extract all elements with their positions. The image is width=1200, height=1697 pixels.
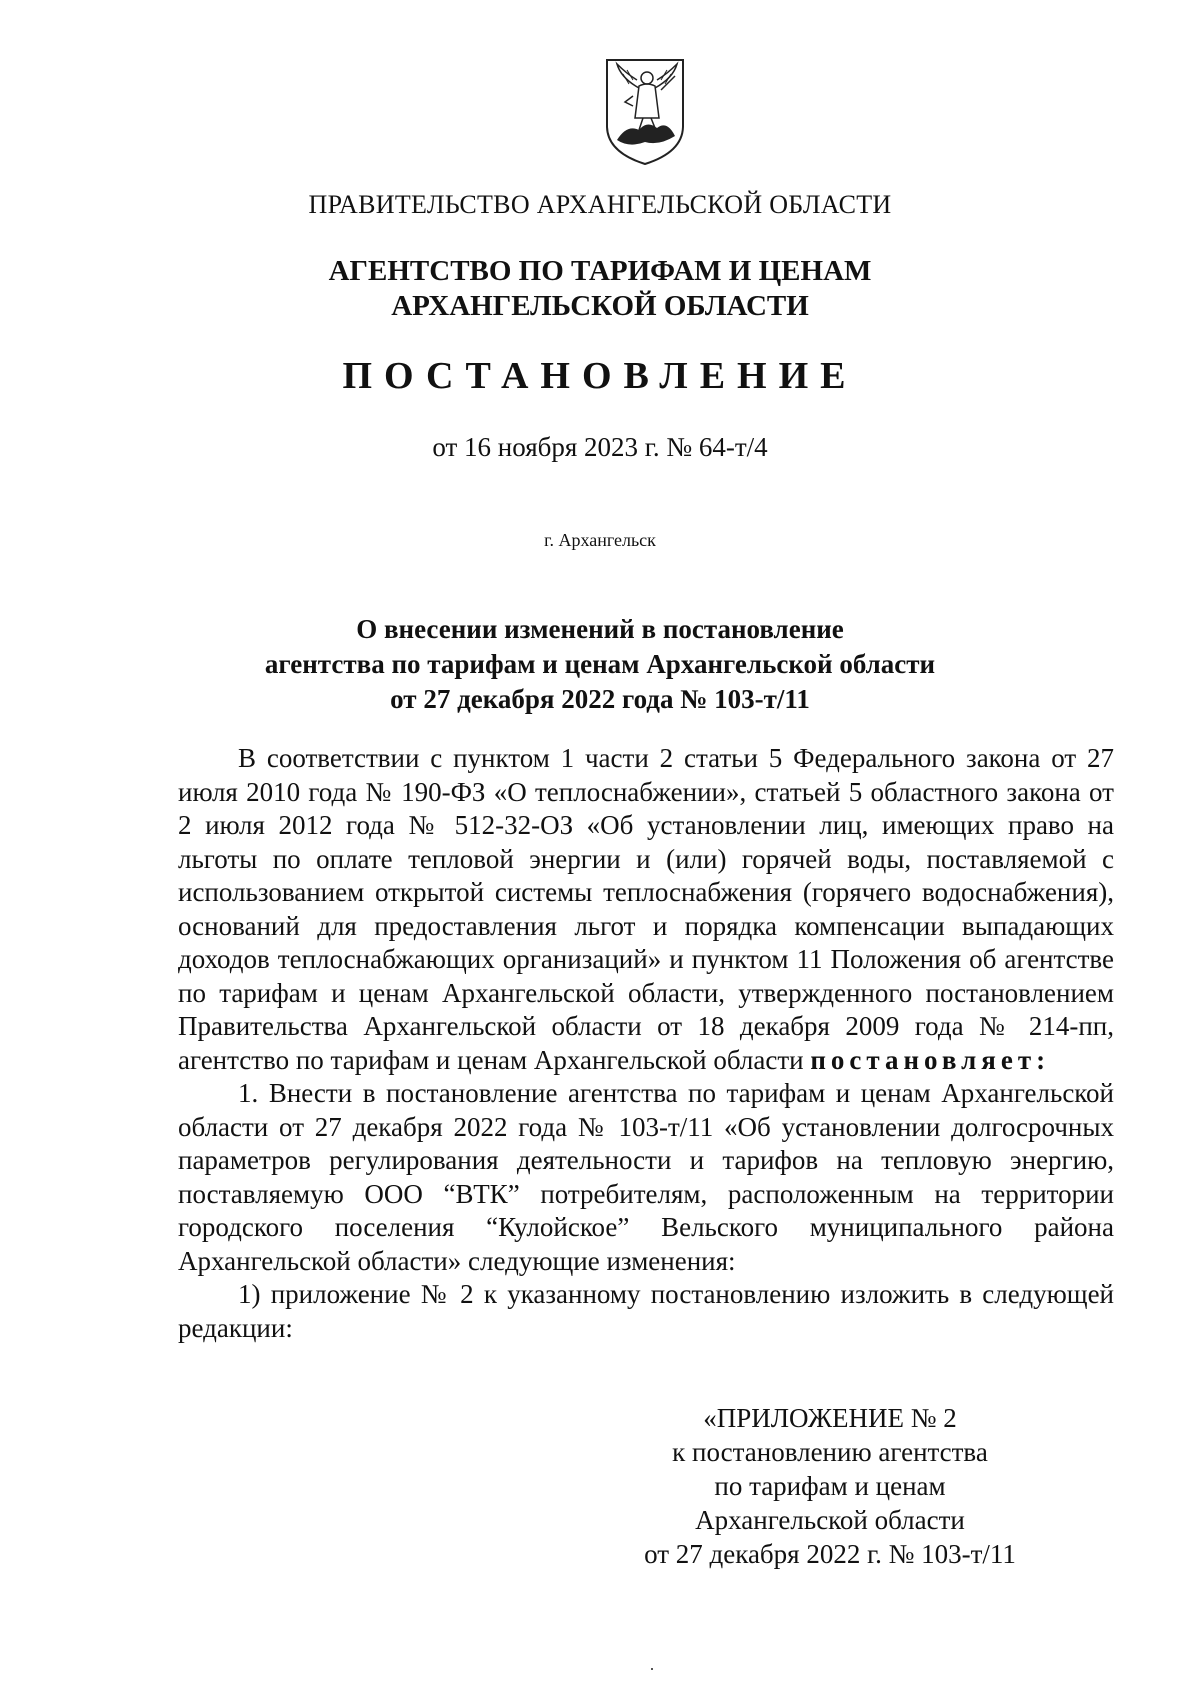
body-paragraph: 1) приложение № 2 к указанному постановлению изложить в следующей редакции: [178, 1279, 1114, 1343]
annex-line: от 27 декабря 2022 г. № 103-т/11 [644, 1539, 1016, 1569]
subject-line: О внесении изменений в постановление [356, 614, 844, 644]
document-date-number: от 16 ноября 2023 г. № 64-т/4 [432, 432, 768, 462]
agency-name-line: АГЕНТСТВО ПО ТАРИФАМ И ЦЕНАМ [328, 255, 872, 287]
scan-speck [651, 1668, 653, 1670]
agency-name [0, 254, 1200, 324]
body-paragraph: 1. Внести в постановление агентства по тарифам и ценам Архангельской области от 27 декабря 2022 года № 103-т/11 «Об установлении долгосрочных параметров регулирования деятельности и тарифов на тепловую энергию, поставляемую ООО “ВТК” потребителям, расположенным на территории городского поселения “Кулойское” Вельского муниципального района Архангельской области» следующие изменения: [178, 1078, 1114, 1276]
annex-line: «ПРИЛОЖЕНИЕ № 2 [703, 1403, 957, 1433]
decree-colon: : [1036, 1044, 1051, 1075]
document-type: ПОСТАНОВЛЕНИЕ [342, 355, 858, 397]
archangel-coat-of-arms-icon [603, 56, 687, 166]
subject-line: агентства по тарифам и ценам Архангельской области [264, 649, 936, 679]
body-paragraph [178, 742, 1114, 1077]
annex-line: Архангельской области [695, 1505, 965, 1535]
subject-line: от 27 декабря 2022 года № 103-т/11 [390, 684, 810, 714]
preamble-text: В соответствии с пунктом 1 части 2 статьи 5 Федерального закона от 27 июля 2010 года № 190-ФЗ «О теплоснабжении», статьей 5 областного закона от 2 июля 2012 года № 512-32-ОЗ «Об установлении лиц, имеющих право на льготы по оплате тепловой энергии и (или) горячей воды, поставляемой с использованием открытой системы теплоснабжения (горячего водоснабжения), оснований для предоставления льгот и порядка компенсации выпадающих доходов теплоснабжающих организаций» и пунктом 11 Положения об агентстве по тарифам и ценам Архангельской области, утвержденного постановлением Правительства Архангельской области от 18 декабря 2009 года № 214-пп, агентство по тарифам и ценам Архангельской области [178, 743, 1114, 1075]
annex-line: по тарифам и ценам [714, 1471, 946, 1501]
annex-header [610, 1401, 1050, 1571]
government-name: ПРАВИТЕЛЬСТВО АРХАНГЕЛЬСКОЙ ОБЛАСТИ [308, 190, 892, 219]
decree-word: постановляет [810, 1044, 1037, 1075]
agency-name-line: АРХАНГЕЛЬСКОЙ ОБЛАСТИ [391, 290, 809, 322]
document-city: г. Архангельск [544, 530, 656, 550]
document-body [178, 742, 1114, 1345]
annex-line: к постановлению агентства [672, 1437, 988, 1467]
document-subject [0, 612, 1200, 717]
